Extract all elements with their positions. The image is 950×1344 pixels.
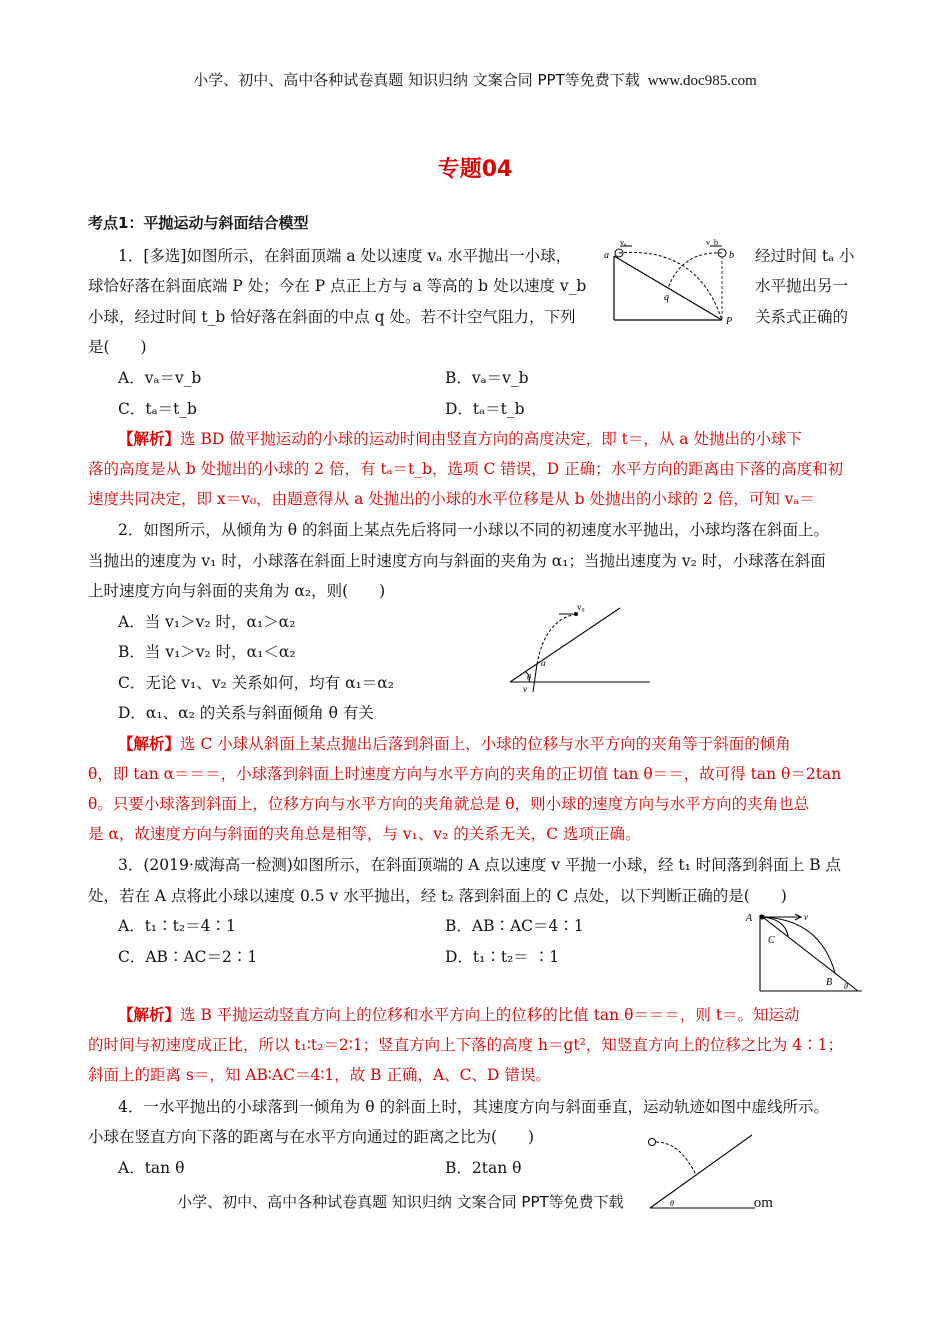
q1-line-1: 1．[多选]如图所示，在斜面顶端 a 处以速度 vₐ 水平抛出一小球， bbox=[118, 247, 572, 265]
q2-option-a[interactable]: A．当 v₁＞v₂ 时，α₁＞α₂ bbox=[118, 613, 296, 631]
footer-tail: om bbox=[753, 1195, 773, 1211]
q1-answer-tag: 【解析】 bbox=[118, 429, 181, 448]
q3-fig-v: v bbox=[804, 912, 808, 922]
q2-option-c[interactable]: C．无论 v₁、v₂ 关系如何，均有 α₁＝α₂ bbox=[118, 674, 394, 692]
q1-fig-q: q bbox=[664, 292, 669, 303]
q2-option-d[interactable]: D．α₁、α₂ 的关系与斜面倾角 θ 有关 bbox=[118, 704, 374, 722]
q3-answer-line-3: 斜面上的距离 s＝，知 AB∶AC＝4∶1，故 B 正确，A、C、D 错误。 bbox=[88, 1066, 551, 1084]
q1-fig-a: a bbox=[604, 250, 609, 261]
q1-line-1-right: 经过时间 tₐ 小 bbox=[755, 247, 855, 265]
q2-answer-line-1 bbox=[118, 732, 791, 754]
q2-answer-text-1: 选 C 小球从斜面上某点抛出后落到斜面上，小球的位移与水平方向的夹角等于斜面的倾角 bbox=[180, 735, 791, 753]
q2-answer-tag: 【解析】 bbox=[118, 734, 181, 753]
q1-fig-va: vₐ bbox=[620, 238, 627, 247]
q2-line-3: 上时速度方向与斜面的夹角为 α₂，则( ) bbox=[88, 582, 386, 600]
q1-option-c[interactable]: C．tₐ＝t_b bbox=[118, 400, 197, 418]
header-site[interactable]: www.doc985.com bbox=[647, 73, 757, 89]
q1-option-b[interactable]: B．vₐ＝v_b bbox=[445, 369, 529, 387]
q3-line-1: 3．(2019·威海高一检测)如图所示，在斜面顶端的 A 点以速度 v 平抛一小球，经 t₁ 时间落到斜面上 B 点 bbox=[118, 856, 842, 874]
q1-line-4: 是( ) bbox=[88, 338, 147, 356]
page-title: 专题04 bbox=[437, 157, 513, 182]
q3-fig-B: B bbox=[826, 977, 833, 988]
q1-line-2: 球恰好落在斜面底端 P 处；今在 P 点正上方与 a 等高的 b 处以速度 v_b bbox=[88, 277, 587, 295]
q1-option-d[interactable]: D．tₐ＝t_b bbox=[445, 400, 525, 418]
q2-fig-alpha: α bbox=[541, 658, 546, 668]
q3-option-a[interactable]: A．t₁∶t₂＝4∶1 bbox=[118, 917, 236, 935]
q1-answer-text-1: 选 BD 做平抛运动的小球的运动时间由竖直方向的高度决定，即 t＝，从 a 处抛出的小球下 bbox=[180, 430, 802, 448]
q2-fig-v0: v₀ bbox=[577, 602, 585, 612]
q1-fig-P: P bbox=[726, 316, 733, 327]
q3-figure bbox=[740, 905, 865, 995]
q2-fig-v: v bbox=[523, 684, 527, 694]
q4-fig-theta: θ bbox=[670, 1199, 674, 1208]
q1-figure bbox=[602, 236, 752, 328]
q3-fig-A: A bbox=[746, 913, 753, 924]
q1-answer-line-1 bbox=[118, 427, 802, 449]
q3-line-2: 处，若在 A 点将此小球以速度 0.5 v 水平抛出，经 t₂ 落到斜面上的 C 点处，以下判断正确的是( ) bbox=[88, 887, 787, 905]
q2-line-1: 2．如图所示，从倾角为 θ 的斜面上某点先后将同一小球以不同的初速度水平抛出，小球均落在斜面上。 bbox=[118, 521, 830, 539]
header-text: 小学、初中、高中各种试卷真题 知识归纳 文案合同 PPT等免费下载 bbox=[193, 71, 640, 89]
q2-answer-line-4: 是 α，故速度方向与斜面的夹角总是相等，与 v₁、v₂ 的关系无关，C 选项正确。 bbox=[88, 825, 641, 843]
q2-figure bbox=[505, 600, 655, 694]
q1-option-a[interactable]: A．vₐ＝v_b bbox=[118, 369, 202, 387]
q2-line-2: 当抛出的速度为 v₁ 时，小球落在斜面上时速度方向与斜面的夹角为 α₁；当抛出速度为 v₂ 时，小球落在斜面 bbox=[88, 552, 826, 570]
q2-answer-line-2: θ，即 tan α＝＝＝，小球落到斜面上时速度方向与水平方向的夹角的正切值 tan θ＝＝，故可得 tan θ＝2tan bbox=[88, 765, 842, 783]
q3-option-c[interactable]: C．AB∶AC＝2∶1 bbox=[118, 948, 258, 966]
q2-option-b[interactable]: B．当 v₁＞v₂ 时，α₁＜α₂ bbox=[118, 643, 296, 661]
q1-line-3-right: 关系式正确的 bbox=[755, 308, 849, 326]
q1-fig-vb: v_b bbox=[706, 238, 718, 247]
q3-fig-theta: θ bbox=[844, 982, 848, 991]
q3-fig-C: C bbox=[768, 935, 775, 946]
q3-option-b[interactable]: B．AB∶AC＝4∶1 bbox=[445, 917, 584, 935]
q1-fig-b: b bbox=[729, 250, 734, 261]
q2-answer-line-3: θ。只要小球落到斜面上，位移方向与水平方向的夹角就总是 θ，则小球的速度方向与水平方向的夹角也总 bbox=[88, 795, 810, 813]
q4-line-2: 小球在竖直方向下落的距离与在水平方向通过的距离之比为( ) bbox=[88, 1128, 535, 1146]
page-footer bbox=[0, 1191, 950, 1212]
q1-line-2-right: 水平抛出另一 bbox=[755, 277, 849, 295]
q3-answer-line-2: 的时间与初速度成正比，所以 t₁∶t₂＝2∶1；竖直方向上下落的高度 h＝gt²，知竖直方向上的位移之比为 4∶1； bbox=[88, 1036, 844, 1054]
q3-answer-text-1: 选 B 平抛运动竖直方向上的位移和水平方向上的位移的比值 tan θ＝＝＝，则 t＝。知运动 bbox=[180, 1006, 800, 1024]
q4-option-a[interactable]: A．tan θ bbox=[118, 1159, 185, 1177]
section-heading: 考点1：平抛运动与斜面结合模型 bbox=[88, 214, 309, 232]
q4-option-b[interactable]: B．2tan θ bbox=[445, 1159, 522, 1177]
page-header bbox=[0, 69, 950, 90]
q3-answer-line-1 bbox=[118, 1003, 800, 1025]
q2-fig-theta: θ bbox=[527, 673, 531, 682]
q1-answer-line-2: 落的高度是从 b 处抛出的小球的 2 倍，有 tₐ＝t_b，选项 C 错误，D 正确；水平方向的距离由下落的高度和初 bbox=[88, 460, 844, 478]
q3-option-d[interactable]: D．t₁∶t₂＝ ∶1 bbox=[445, 948, 560, 966]
q1-line-3: 小球，经过时间 t_b 恰好落在斜面的中点 q 处。若不计空气阻力，下列 bbox=[88, 308, 576, 326]
q3-answer-tag: 【解析】 bbox=[118, 1005, 181, 1024]
footer-text: 小学、初中、高中各种试卷真题 知识归纳 文案合同 PPT等免费下载 bbox=[177, 1193, 624, 1211]
q4-line-1: 4．一水平抛出的小球落到一倾角为 θ 的斜面上时，其速度方向与斜面垂直，运动轨迹如图中虚线所示。 bbox=[118, 1098, 830, 1116]
q1-answer-line-3: 速度共同决定，即 x＝v₀，由题意得从 a 处抛出的小球的水平位移是从 b 处抛出的小球的 2 倍，可知 vₐ＝ bbox=[88, 490, 815, 508]
